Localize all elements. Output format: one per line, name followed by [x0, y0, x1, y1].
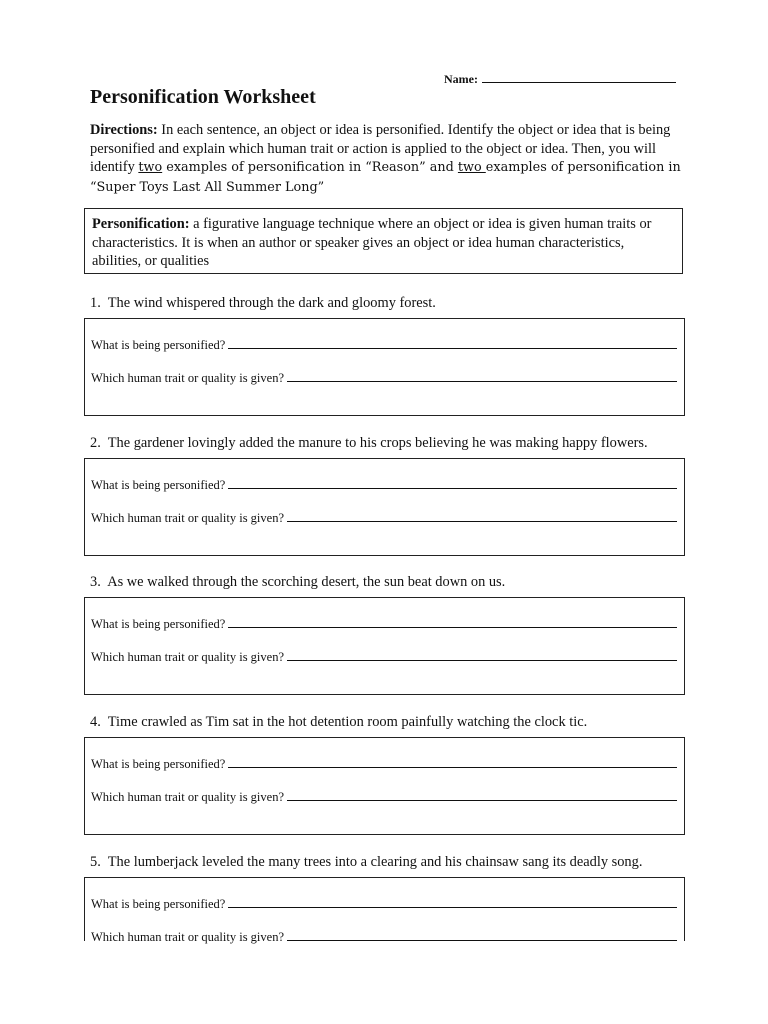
directions [90, 121, 690, 197]
answer-line[interactable] [287, 929, 677, 941]
answer-box-3 [84, 597, 685, 695]
directions-text-2: examples of personification in “Reason” and [162, 160, 458, 175]
name-field [444, 70, 684, 87]
definition-text: a figurative language technique where an object or idea is given human traits or characteristics. It is when an author or speaker gives an object or idea human characteristics, abilities, or qualities [92, 216, 652, 269]
question-5 [90, 853, 642, 871]
question-2 [90, 434, 648, 452]
question-number: 4. [90, 714, 101, 730]
answer-box-5 [84, 877, 685, 944]
answer-which-3[interactable] [91, 649, 677, 664]
name-blank [482, 70, 676, 83]
question-text: The gardener lovingly added the manure to his crops believing he was making happy flowers. [107, 435, 648, 451]
question-number: 3. [90, 574, 101, 590]
answer-line[interactable] [287, 370, 677, 382]
question-3 [90, 573, 505, 591]
answer-what-1[interactable] [91, 337, 677, 352]
answer-box-1 [84, 318, 685, 416]
answer-which-4[interactable] [91, 789, 677, 804]
prompt-label: What is being personified? [91, 897, 226, 911]
answer-line[interactable] [228, 896, 677, 908]
definition-box [84, 208, 683, 274]
directions-two-1: two [138, 160, 163, 175]
prompt-label: Which human trait or quality is given? [91, 371, 285, 385]
directions-text-1: In each sentence, an object or idea is personified. Identify the object or idea that is being personified and explain which human trait or action is applied to the object or idea. Then, you will identify [90, 122, 671, 175]
question-number: 5. [90, 854, 101, 870]
question-number: 2. [90, 435, 101, 451]
question-text: The wind whispered through the dark and gloomy forest. [107, 295, 436, 311]
answer-which-5[interactable] [91, 929, 677, 944]
answer-which-1[interactable] [91, 370, 677, 385]
answer-box-4 [84, 737, 685, 835]
answer-line[interactable] [228, 337, 677, 349]
answer-what-4[interactable] [91, 756, 677, 771]
question-text: As we walked through the scorching desert, the sun beat down on us. [107, 574, 506, 590]
name-label: Name: [444, 72, 478, 86]
answer-which-2[interactable] [91, 510, 677, 525]
page-title: Personification Worksheet [90, 86, 316, 108]
question-4 [90, 713, 587, 731]
prompt-label: Which human trait or quality is given? [91, 790, 285, 804]
question-text: Time crawled as Tim sat in the hot detention room painfully watching the clock tic. [107, 714, 588, 730]
directions-two-2: two [457, 160, 486, 175]
answer-line[interactable] [228, 756, 677, 768]
prompt-label: Which human trait or quality is given? [91, 930, 285, 944]
answer-line[interactable] [287, 649, 677, 661]
answer-box-2 [84, 458, 685, 556]
prompt-label: Which human trait or quality is given? [91, 511, 285, 525]
definition-term: Personification: [92, 216, 190, 232]
question-text: The lumberjack leveled the many trees into a clearing and his chainsaw sang its deadly song. [107, 854, 643, 870]
question-number: 1. [90, 295, 101, 311]
directions-text-3: examples of personification in “Super Toys Last All Summer Long” [90, 160, 681, 195]
question-1 [90, 294, 436, 312]
prompt-label: Which human trait or quality is given? [91, 650, 285, 664]
answer-line[interactable] [228, 477, 677, 489]
answer-line[interactable] [287, 789, 677, 801]
answer-what-3[interactable] [91, 616, 677, 631]
answer-what-2[interactable] [91, 477, 677, 492]
prompt-label: What is being personified? [91, 478, 226, 492]
prompt-label: What is being personified? [91, 617, 226, 631]
answer-line[interactable] [287, 510, 677, 522]
answer-what-5[interactable] [91, 896, 677, 911]
answer-line[interactable] [228, 616, 677, 628]
prompt-label: What is being personified? [91, 338, 226, 352]
directions-label: Directions: [90, 122, 158, 138]
prompt-label: What is being personified? [91, 757, 226, 771]
